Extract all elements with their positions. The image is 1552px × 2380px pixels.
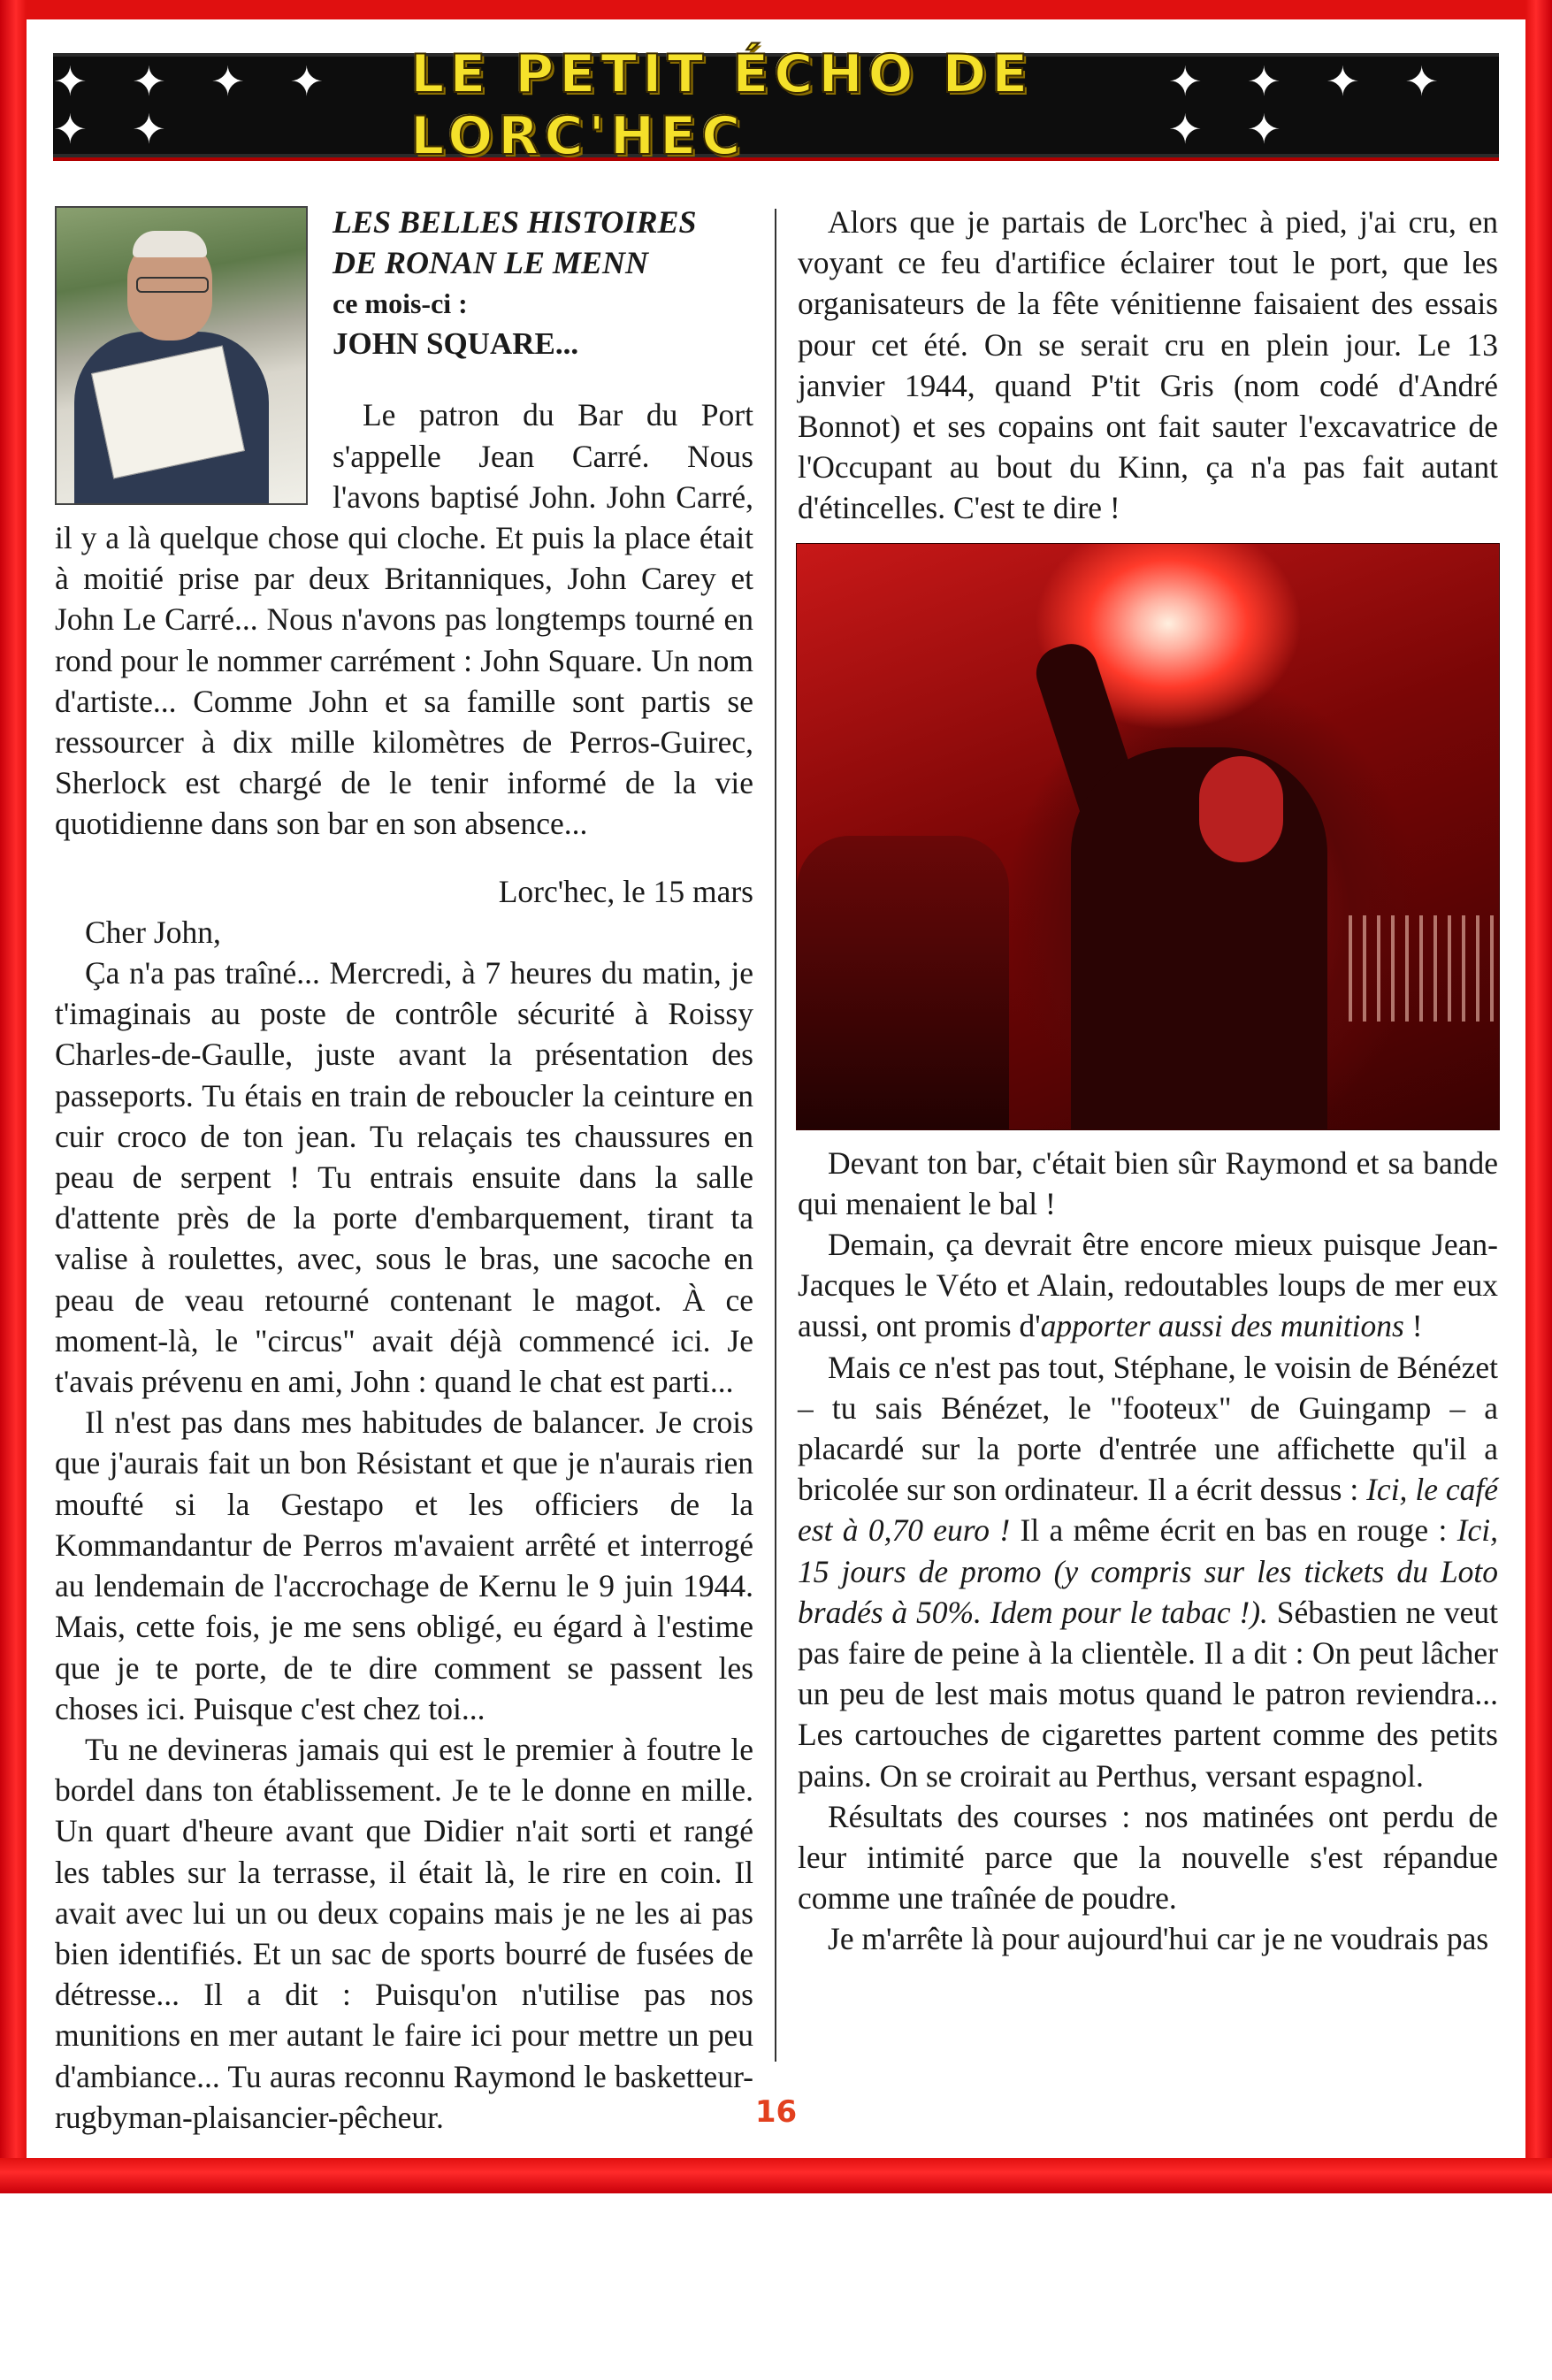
paragraph-3: Tu ne devineras jamais qui est le premier à foutre le bordel dans ton établissement. Je te le donne en mille. Un quart d'heure avant que Didier n'ait sorti et rangé les tables sur la terrasse, il était là, le rire en coin. Il avait avec lui un ou deux copains mais je ne les ai pas bien identifiés. Et un sac de sports bourré de fusées de détresse... Il a dit : Puisqu'on n'utilise pas nos munitions en mer autant le faire ici pour mettre un peu d'ambiance... Tu auras reconnu Raymond le basketteur-rugbyman-plaisancier-pêcheur. (55, 1731, 753, 2135)
page-number: 16 (754, 2094, 798, 2130)
masthead-title: LE PETIT ÉCHO DE LORC'HEC (410, 43, 1034, 167)
salutation: Cher John, (85, 914, 221, 950)
paragraph-6: Demain, ça devrait être encore mieux puisque Jean-Jacques le Véto et Alain, redoutables loups de mer eux aussi, ont promis d'apporter aussi des munitions ! (798, 1227, 1498, 1344)
frame-top (0, 0, 1552, 19)
dateline: Lorc'hec, le 15 mars (498, 873, 753, 909)
paragraph-2: Il n'est pas dans mes habitudes de balancer. Je crois que j'aurais fait un bon Résistant et que je n'aurais rien moufté si la Gestapo et les officiers de la Kommandantur de Perros m'avaient arrêté et interrogé au lendemain de l'accrochage de Kernu le 9 juin 1944. Mais, cette fois, je me sens obligé, eu égard à l'estime que je te porte, de te dire comment se passent les choses ici. Puisque c'est chez toi... (55, 1404, 753, 1726)
paragraph-9: Je m'arrête là pour aujourd'hui car je ne voudrais pas (828, 1921, 1489, 1957)
series-heading-line1: LES BELLES HISTOIRES (333, 204, 697, 240)
flare-crowd-photo (796, 543, 1500, 1130)
column-left (55, 202, 753, 2380)
paragraph-8: Résultats des courses : nos matinées ont perdu de leur intimité parce que la nouvelle s'est répandue comme une traînée de poudre. (798, 1798, 1498, 1917)
paragraph-4: Alors que je partais de Lorc'hec à pied, j'ai cru, en voyant ce feu d'artifice éclairer tout le port, que les organisateurs de la fête vénitienne faisaient des essais pour cet été. On se serait cru en plein jour. Le 13 janvier 1944, quand P'tit Gris (nom codé d'André Bonnot) et ses copains ont fait sauter l'excavatrice de l'Occupant au bout du Kinn, ça n'a pas fait autant d'étincelles. C'est te dire ! (798, 204, 1498, 526)
intro-paragraph: Le patron du Bar du Port s'appelle Jean Carré. Nous l'avons baptisé John. John Carré, il y a là quelque chose qui cloche. Et puis la place était à moitié prise par deux Britanniques, John Carey et John Le Carré... Nous n'avons pas longtemps tourné en rond pour le nommer carrément : John Square. Un nom d'artiste... Comme John et sa famille sont partis se ressourcer à dix mille kilomètres de Perros-Guirec, Sherlock est chargé de le tenir informé de la vie quotidienne dans son bar en son absence... (55, 397, 753, 842)
frame-right (1525, 0, 1552, 2193)
author-portrait-photo (55, 206, 308, 505)
article-title: JOHN SQUARE... (333, 326, 579, 362)
frame-left (0, 0, 27, 2193)
column-divider (775, 209, 776, 2062)
paragraph-7: Mais ce n'est pas tout, Stéphane, le voisin de Bénézet – tu sais Bénézet, le "footeux" de Guingamp – a placardé sur la porte d'entrée une affichette qu'il a bricolée sur son ordinateur. Il a écrit dessus : Ici, le café est à 0,70 euro ! Il a même écrit en bas en rouge : Ici, 15 jours de promo (y compris sur les tickets du Loto bradés à 50%. Idem pour le tabac !). Sébastien ne veut pas faire de peine à la clientèle. Il a dit : On peut lâcher un peu de lest mais motus quand le patron reviendra... Les cartouches de cigarettes partent comme des petits pains. On se croirait au Perthus, versant espagnol. (798, 1349, 1498, 1794)
paragraph-1: Ça n'a pas traîné... Mercredi, à 7 heures du matin, je t'imaginais au poste de contrôle sécurité à Roissy Charles-de-Gaulle, juste avant la présentation des passeports. Tu étais en train de reboucler la ceinture en cuir croco de ton jean. Tu relaçais tes chaussures en peau de serpent ! Tu entrais ensuite dans la salle d'attente près de la porte d'embarquement, tirant ta valise à roulettes, avec, sous le bras, une sacoche en peau de veau retourné contenant le magot. À ce moment-là, le "circus" avait déjà commencé ici. Je t'avais prévenu en ami, John : quand le chat est parti... (55, 955, 753, 1400)
paragraph-5: Devant ton bar, c'était bien sûr Raymond et sa bande qui menaient le bal ! (798, 1144, 1498, 1221)
series-heading-line2: DE RONAN LE MENN (333, 245, 649, 280)
subheading: ce mois-ci : (333, 287, 468, 319)
masthead-banner (53, 43, 1499, 167)
ermine-row-right: ✦ ✦ ✦ ✦ ✦ ✦ (1167, 57, 1455, 153)
column-right (798, 202, 1498, 1960)
ermine-row-left: ✦ ✦ ✦ ✦ ✦ ✦ (53, 57, 340, 153)
